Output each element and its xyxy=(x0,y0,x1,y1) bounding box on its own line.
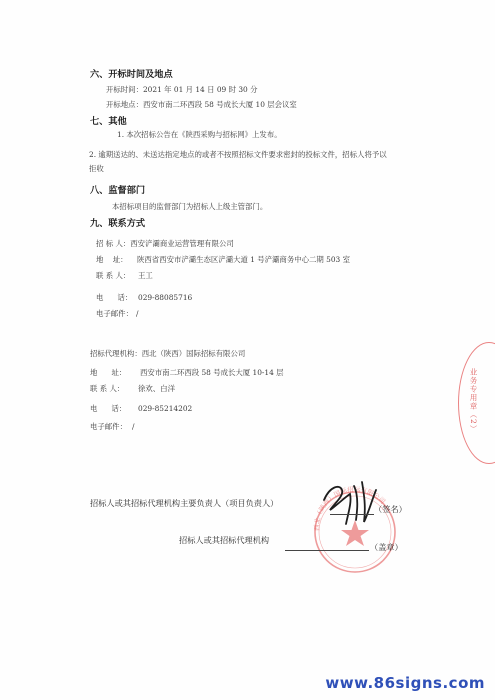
bid-opening-place-label: 开标地点： xyxy=(106,100,143,109)
tenderer-address-value: 陕西省西安市浐灞生态区浐灞大道 1 号浐灞商务中心二期 503 室 xyxy=(137,255,350,264)
agency-address-row xyxy=(90,367,284,378)
principal-signature-suffix: （签名） xyxy=(374,504,407,514)
other-item-2-line-2: 拒收 xyxy=(89,164,104,173)
supervision-text: 本招标项目的监督部门为招标人上级主管部门。 xyxy=(112,202,268,211)
principal-signature-line xyxy=(330,514,374,515)
tenderer-name-value: 西安浐灞商业运营管理有限公司 xyxy=(130,239,234,248)
org-seal-suffix: （盖章） xyxy=(370,542,403,552)
other-item-2-line-1: 2. 逾期送达的、未送达指定地点的或者不按照招标文件要求密封的投标文件，招标人将予以 xyxy=(89,150,387,159)
handwritten-signature xyxy=(318,476,382,532)
agency-address-label: 地 址： xyxy=(90,368,127,377)
tenderer-email-label: 电子邮件： xyxy=(96,309,133,318)
agency-contact-label: 联 系 人： xyxy=(90,384,125,393)
section-7-heading: 七、其他 xyxy=(90,116,127,127)
seal-center-text: 西北（陕西）国际招标有限公司 xyxy=(312,485,387,531)
tenderer-contact-value: 王工 xyxy=(138,271,153,280)
agency-phone-label: 电 话： xyxy=(90,404,127,413)
bid-opening-place xyxy=(106,99,297,110)
bid-opening-time xyxy=(106,84,258,95)
tenderer-phone-label: 电 话： xyxy=(96,293,133,302)
agency-name-label: 招标代理机构： xyxy=(90,349,142,358)
bid-opening-time-label: 开标时间： xyxy=(106,85,143,94)
tenderer-contact-row xyxy=(96,270,153,281)
agency-phone-row xyxy=(90,403,192,414)
agency-email-label: 电子邮件： xyxy=(90,422,127,431)
agency-email-row xyxy=(90,421,135,432)
section-9-heading: 九、联系方式 xyxy=(90,218,146,229)
section-6-heading: 六、开标时间及地点 xyxy=(90,69,173,80)
tenderer-address-label: 地 址： xyxy=(96,255,128,264)
agency-contact-row xyxy=(90,383,175,394)
tenderer-phone-value: 029-88085716 xyxy=(138,293,193,302)
tenderer-email-row xyxy=(96,308,139,319)
section-8-heading: 八、监督部门 xyxy=(90,185,146,196)
watermark-text: www.86signs.com xyxy=(325,674,485,692)
tenderer-phone-row xyxy=(96,292,192,303)
agency-phone-value: 029-85214202 xyxy=(138,404,193,413)
agency-email-value: / xyxy=(132,422,135,431)
bid-opening-place-value: 西安市南二环西段 58 号成长大厦 10 层会议室 xyxy=(142,100,297,109)
tenderer-email-value: / xyxy=(136,309,139,318)
bid-opening-time-value: 2021 年 01 月 14 日 09 时 30 分 xyxy=(142,85,258,94)
agency-name-value: 西北（陕西）国际招标有限公司 xyxy=(141,349,246,358)
org-seal-line xyxy=(285,550,369,551)
tenderer-address-row xyxy=(96,254,350,265)
side-seal-text: 业务专用章（2） xyxy=(469,368,478,434)
tenderer-name-row xyxy=(96,238,234,249)
other-item-1: 1. 本次招标公告在《陕西采购与招标网》上发布。 xyxy=(117,130,282,139)
agency-address-value: 西安市南二环西段 58 号成长大厦 10-14 层 xyxy=(140,368,284,377)
tenderer-contact-label: 联 系 人： xyxy=(96,271,131,280)
tenderer-name-label: 招 标 人： xyxy=(96,239,131,248)
principal-signature-label: 招标人或其招标代理机构主要负责人（项目负责人） xyxy=(90,498,279,508)
org-seal-label: 招标人或其招标代理机构 xyxy=(179,535,270,545)
agency-name-row xyxy=(90,348,245,359)
agency-contact-value: 徐欢、白洋 xyxy=(138,384,175,393)
